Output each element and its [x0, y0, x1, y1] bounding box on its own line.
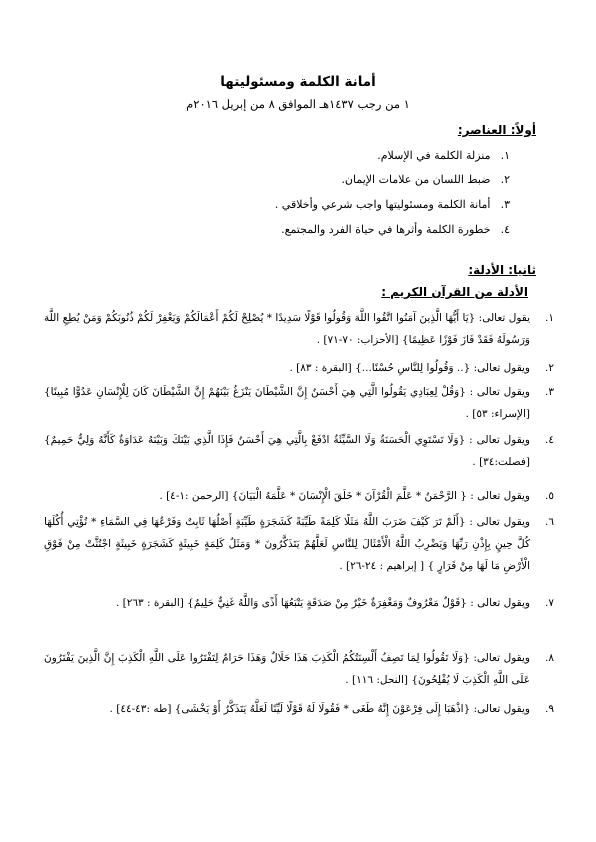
element-text: أمانة الكلمة ومسئوليتها واجب شرعي وأخلاقي .: [274, 198, 491, 211]
page-title: أمانة الكلمة ومسئوليتها: [220, 74, 376, 90]
evidence-number: ٧.: [545, 597, 554, 609]
evidence-text: ويقول تعالى : {وَقُلْ لِعِبَادِي يَقُولُوا الَّتِي هِيَ أَحْسَنُ إِنَّ الشَّيْطَانَ يَنْزَغُ بَيْنَهُمْ إِنَّ الشَّيْطَانَ كَانَ لِلْإِنْسَانِ عَدُوًّا مُبِينًا} [الإسراء: ٥٣] .: [44, 386, 530, 420]
evidence-number: ٩.: [545, 703, 554, 715]
element-text: منزلة الكلمة في الإسلام.: [377, 149, 491, 162]
evidence-number: ٣.: [545, 386, 554, 398]
element-item: [281, 223, 510, 236]
evidence-item: [44, 647, 554, 691]
evidence-item: [44, 381, 554, 425]
evidence-heading: ثانيا: الأدلة:: [468, 263, 536, 277]
evidence-item: [44, 698, 554, 720]
evidence-text: ويقول تعالى : { الرَّحْمَنُ * عَلَّمَ الْقُرْآنَ * خَلَقَ الْإِنْسَانَ * عَلَّمَهُ الْبَيَانَ} [الرحمن :١-٤] .: [159, 490, 530, 502]
element-number: ٤.: [500, 223, 510, 236]
evidence-item: [44, 511, 554, 577]
evidence-number: ١.: [545, 312, 554, 324]
evidence-text: ويقول تعالى : {وَلَا تَسْتَوِي الْحَسَنَةُ وَلَا السَّيِّئَةُ ادْفَعْ بِالَّتِي هِيَ أَحْسَنُ فَإِذَا الَّذِي بَيْنَكَ وَبَيْنَهُ عَدَاوَةٌ كَأَنَّهُ وَلِيٌّ حَمِيمٌ} [فصلت:٣٤] .: [44, 434, 530, 468]
evidence-number: ٨.: [545, 652, 554, 664]
element-text: ضبط اللسان من علامات الإيمان.: [341, 173, 491, 186]
element-number: ١.: [500, 149, 510, 162]
evidence-item: [44, 307, 554, 351]
evidence-text: ويقول تعالى : {أَلَمْ تَرَ كَيْفَ ضَرَبَ اللَّهُ مَثَلًا كَلِمَةً طَيِّبَةً كَشَجَرَةٍ طَيِّبَةٍ أَصْلُهَا ثَابِتٌ وَفَرْعُهَا فِي السَّمَاءِ * تُؤْتِي أُكُلَهَا كُلَّ حِينٍ بِإِذْنِ رَبِّهَا وَيَضْرِبُ اللَّهُ الْأَمْثَالَ لِلنَّاسِ لَعَلَّهُمْ يَتَذَكَّرُونَ * وَمَثَلُ كَلِمَةٍ خَبِيثَةٍ كَشَجَرَةٍ خَبِيثَةٍ اجْتُثَّتْ مِنْ فَوْقِ الْأَرْضِ مَا لَهَا مِنْ قَرَارٍ } [ إبراهيم : ٢٤-٢٦] .: [44, 516, 530, 572]
element-number: ٣.: [500, 198, 510, 211]
element-item: [341, 173, 510, 186]
element-item: [275, 198, 510, 211]
evidence-item: [44, 429, 554, 473]
element-item: [377, 149, 510, 162]
evidence-number: ٥.: [545, 490, 554, 502]
evidence-text: ويقول تعالى: {وَلَا تَقُولُوا لِمَا تَصِفُ أَلْسِنَتُكُمُ الْكَذِبَ هَذَا حَلَالٌ وَهَذَا حَرَامٌ لِتَفْتَرُوا عَلَى اللَّهِ الْكَذِبَ إِنَّ الَّذِينَ يَفْتَرُونَ عَلَى اللَّهِ الْكَذِبَ لَا يُفْلِحُونَ} [النحل: ١١٦] .: [44, 652, 530, 686]
evidence-text: ويقول تعالى: {.. وَقُولُوا لِلنَّاسِ حُسْنًا...} [البقرة : ٨٣] .: [289, 362, 530, 374]
elements-heading: أولاً: العناصر:: [457, 123, 536, 137]
evidence-item: [44, 485, 554, 507]
evidence-item: [44, 357, 554, 379]
evidence-number: ٢.: [545, 362, 554, 374]
quran-heading: الأدلة من القرآن الكريم :: [381, 285, 528, 299]
evidence-text: يقول تعالى: {يَا أَيُّهَا الَّذِينَ آمَنُوا اتَّقُوا اللَّهَ وَقُولُوا قَوْلًا سَدِيدًا * يُصْلِحْ لَكُمْ أَعْمَالَكُمْ وَيَغْفِرْ لَكُمْ ذُنُوبَكُمْ وَمَنْ يُطِعِ اللَّهَ وَرَسُولَهُ فَقَدْ فَازَ فَوْزًا عَظِيمًا} [الأحزاب: ٧٠-٧١] .: [44, 312, 530, 346]
page-date: ١ من رجب ١٤٣٧هـ الموافق ٨ من إبريل ٢٠١٦م: [186, 97, 410, 111]
evidence-number: ٦.: [545, 516, 554, 528]
evidence-item: [44, 592, 554, 614]
element-text: خطورة الكلمة وأثرها في حياة الفرد والمجتمع.: [281, 223, 491, 236]
element-number: ٢.: [500, 173, 510, 186]
evidence-number: ٤.: [545, 434, 554, 446]
evidence-text: ويقول تعالى : {قَوْلٌ مَعْرُوفٌ وَمَغْفِرَةٌ خَيْرٌ مِنْ صَدَقَةٍ يَتْبَعُهَا أَذًى وَاللَّهُ غَنِيٌّ حَلِيمٌ} [البقرة : ٢٦٣] .: [115, 597, 530, 609]
evidence-text: ويقول تعالى: {اذْهَبَا إِلَى فِرْعَوْنَ إِنَّهُ طَغَى * فَقُولَا لَهُ قَوْلًا لَيِّنًا لَعَلَّهُ يَتَذَكَّرُ أَوْ يَخْشَى} [طه :٤٣-٤٤] .: [109, 703, 530, 715]
